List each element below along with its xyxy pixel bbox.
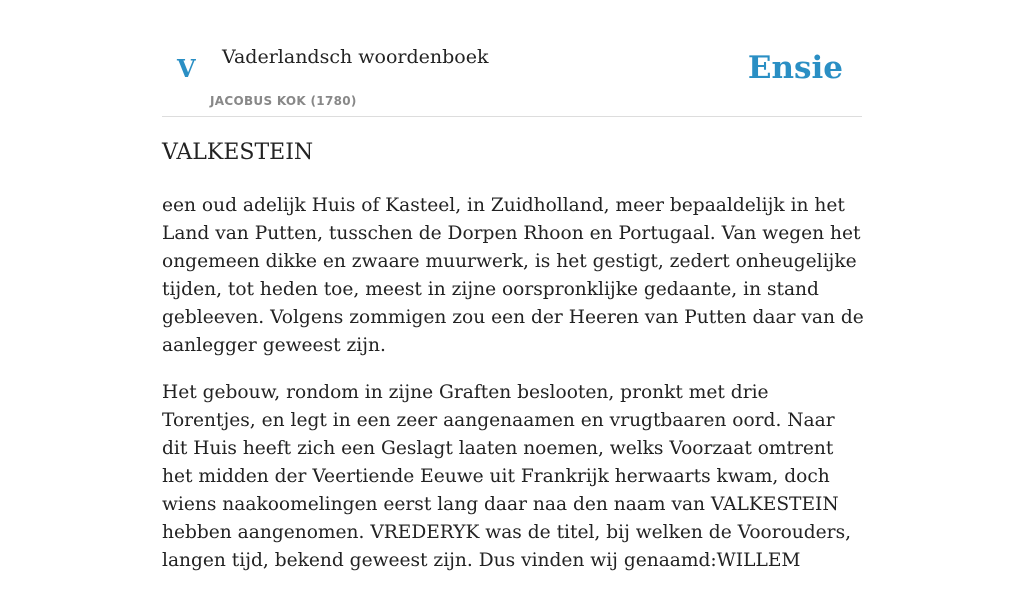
entry-header — [162, 0, 862, 117]
entry-paragraph: Het gebouw, rondom in zijne Graften beslooten, pronkt met drie Torentjes, en legt in een zeer aangenaamen en vrugtbaaren oord. Naar dit Huis heeft zich een Geslagt laaten noemen, welks Voorzaat omtrent het midden der Veertiende Eeuwe uit Frankrijk herwaarts kwam, doch wiens naakoomelingen eerst lang daar naa den naam van VALKESTEIN hebben aangenomen. VREDERYK was de titel, bij welken de Voorouders, langen tijd, bekend geweest zijn. Dus vinden wij genaamd:WILLEM — [162, 382, 852, 571]
entry-paragraph: een oud adelijk Huis of Kasteel, in Zuidholland, meer bepaaldelijk in het Land van Putten, tusschen de Dorpen Rhoon en Portugaal. Van wegen het ongemeen dikke en zwaare muurwerk, is het gestigt, zedert onheugelijke tijden, tot heden toe, meest in zijne oorspronklijke gedaante, in stand gebleeven. Volgens zommigen zou een der Heeren van Putten daar van de aanlegger geweest zijn. — [162, 195, 864, 356]
entry-body — [162, 192, 864, 594]
index-letter[interactable]: V — [177, 54, 196, 83]
book-author: JACOBUS KOK (1780) — [210, 94, 357, 108]
ensie-logo[interactable]: Ensie — [747, 50, 843, 86]
entry-headword: VALKESTEIN — [162, 140, 314, 165]
book-title[interactable]: Vaderlandsch woordenboek — [222, 46, 489, 68]
